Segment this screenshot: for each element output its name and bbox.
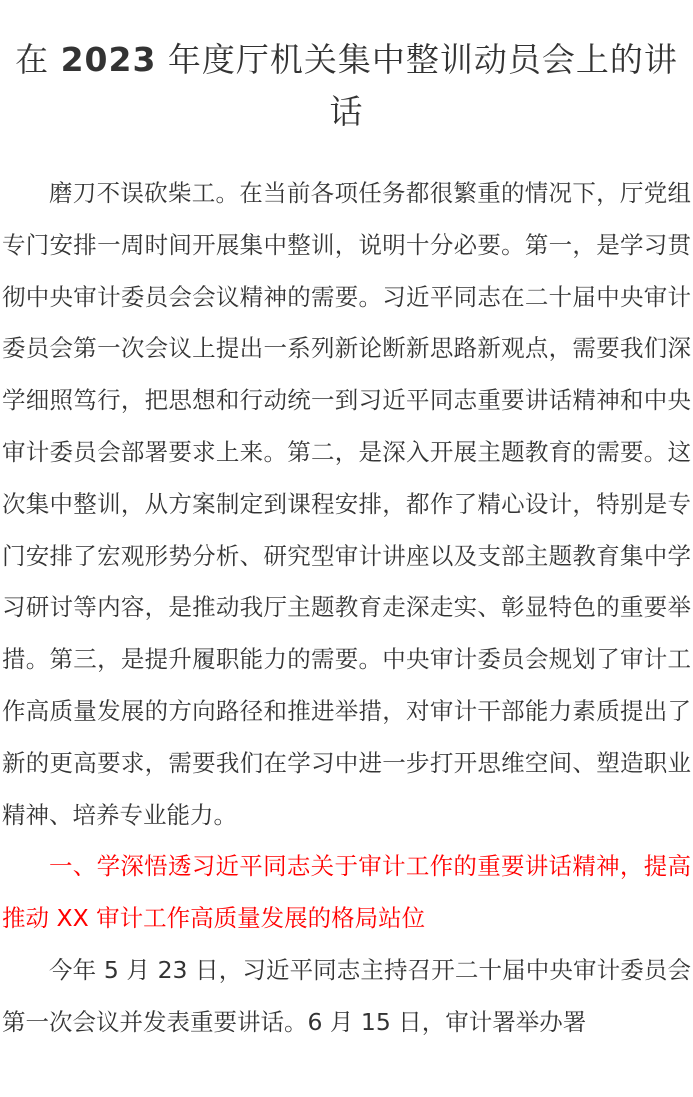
body-paragraph-intro: 磨刀不误砍柴工。在当前各项任务都很繁重的情况下，厅党组专门安排一周时间开展集中整训，说明十分必要。第一，是学习贯彻中央审计委员会会议精神的需要。习近平同志在二十届中央审计委员会第一次会议上提出一系列新论断新思路新观点，需要我们深学细照笃行，把思想和行动统一到习近平同志重要讲话精神和中央审计委员会部署要求上来。第二，是深入开展主题教育的需要。这次集中整训，从方案制定到课程安排，都作了精心设计，特别是专门安排了宏观形势分析、研究型审计讲座以及支部主题教育集中学习研讨等内容，是推动我厅主题教育走深走实、彰显特色的重要举措。第三，是提升履职能力的需要。中央审计委员会规划了审计工作高质量发展的方向路径和推进举措，对审计干部能力素质提出了新的更高要求，需要我们在学习中进一步打开思维空间、塑造职业精神、培养专业能力。 bbox=[2, 179, 691, 829]
title-year: 2023 bbox=[60, 40, 157, 79]
body-paragraph-section-1: 今年 5 月 23 日，习近平同志主持召开二十届中央审计委员会第一次会议并发表重要讲话。6 月 15 日，审计署举办署 bbox=[2, 955, 691, 1036]
document-body bbox=[0, 168, 693, 1049]
section-heading-1: 一、学深悟透习近平同志关于审计工作的重要讲话精神，提高推动 XX 审计工作高质量发展的格局站位 bbox=[2, 852, 691, 933]
document-title: 在 2023 年度厅机关集中整训动员会上的讲话 bbox=[15, 40, 678, 131]
